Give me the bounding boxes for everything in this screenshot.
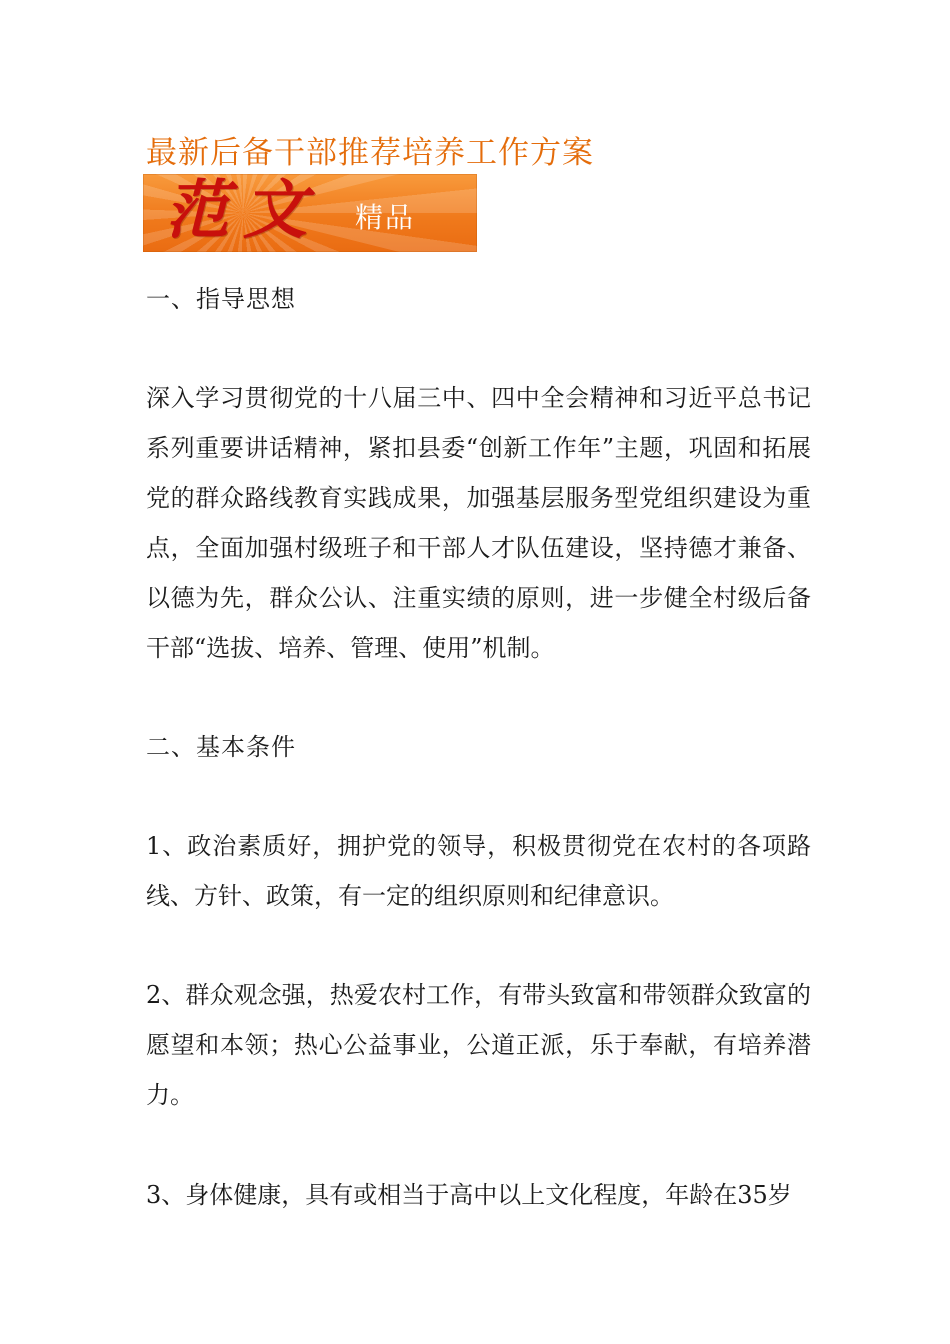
- paragraph-condition-2: 2、群众观念强，热爱农村工作，有带头致富和带领群众致富的愿望和本领；热心公益事业，公道正派，乐于奉献，有培养潜力。: [146, 981, 811, 1109]
- section-heading-basic-conditions: 二、基本条件: [146, 733, 296, 761]
- section-heading-guiding-ideology: 一、指导思想: [146, 285, 296, 313]
- document-title: 最新后备干部推荐培养工作方案: [146, 135, 594, 171]
- paragraph-guiding-ideology: 深入学习贯彻党的十八届三中、四中全会精神和习近平总书记系列重要讲话精神，紧扣县委“创新工作年”主题，巩固和拓展党的群众路线教育实践成果，加强基层服务型党组织建设为重点，全面加强村级班子和干部人才队伍建设，坚持德才兼备、以德为先，群众公认、注重实绩的原则，进一步健全村级后备干部“选拔、培养、管理、使用”机制。: [146, 384, 811, 662]
- banner-big-text: 范文: [165, 174, 321, 248]
- paragraph-condition-1: 1、政治素质好，拥护党的领导，积极贯彻党在农村的各项路线、方针、政策，有一定的组织原则和纪律意识。: [146, 832, 811, 910]
- paragraph-condition-3: 3、身体健康，具有或相当于高中以上文化程度，年龄在35岁: [146, 1181, 792, 1209]
- banner-small-text: 精品: [355, 201, 416, 234]
- fanwen-jingpin-banner: [143, 174, 477, 252]
